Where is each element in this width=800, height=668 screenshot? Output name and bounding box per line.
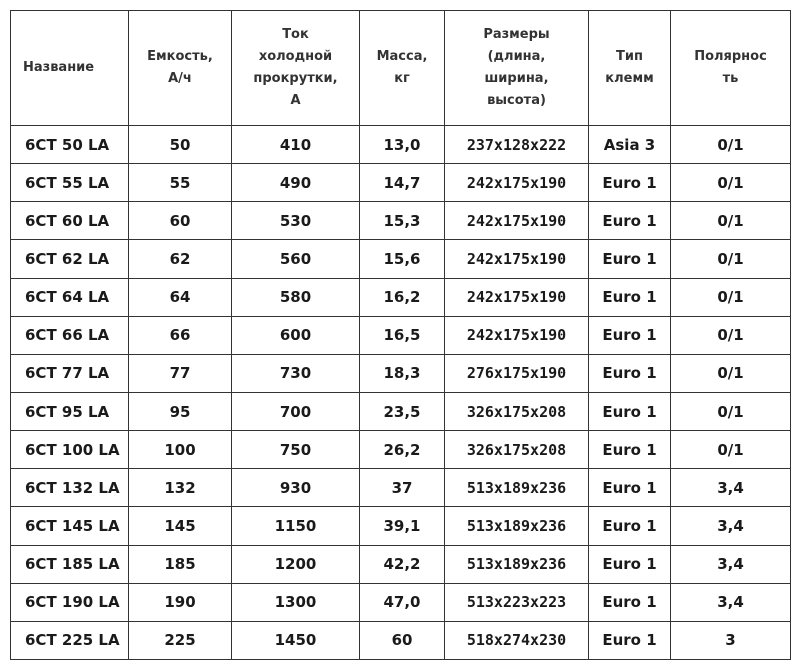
table-row xyxy=(11,621,791,659)
table-row xyxy=(11,469,791,507)
cell-terminal-type: Euro 1 xyxy=(589,469,671,507)
cell-dimensions: 513x223x223 xyxy=(445,583,589,621)
table-row xyxy=(11,240,791,278)
cell-terminal-type: Euro 1 xyxy=(589,278,671,316)
cell-polarity: 0/1 xyxy=(671,164,791,202)
cell-terminal-type: Euro 1 xyxy=(589,431,671,469)
header-mass xyxy=(360,11,445,126)
cell-capacity: 100 xyxy=(129,431,232,469)
cell-mass: 14,7 xyxy=(360,164,445,202)
cell-dimensions: 513x189x236 xyxy=(445,469,589,507)
table-row xyxy=(11,392,791,430)
cell-cold-cranking-current: 1150 xyxy=(232,507,360,545)
cell-name: 6СТ 132 LA xyxy=(11,469,129,507)
table-body xyxy=(11,126,791,660)
table-row xyxy=(11,278,791,316)
cell-capacity: 77 xyxy=(129,354,232,392)
table-row xyxy=(11,164,791,202)
cell-dimensions: 326x175x208 xyxy=(445,392,589,430)
cell-polarity: 0/1 xyxy=(671,278,791,316)
cell-name: 6СТ 225 LA xyxy=(11,621,129,659)
cell-mass: 15,3 xyxy=(360,202,445,240)
cell-terminal-type: Euro 1 xyxy=(589,240,671,278)
table-row xyxy=(11,202,791,240)
cell-terminal-type: Euro 1 xyxy=(589,545,671,583)
table-row xyxy=(11,507,791,545)
cell-polarity: 3,4 xyxy=(671,545,791,583)
cell-polarity: 0/1 xyxy=(671,392,791,430)
cell-dimensions: 242x175x190 xyxy=(445,164,589,202)
cell-capacity: 95 xyxy=(129,392,232,430)
cell-cold-cranking-current: 580 xyxy=(232,278,360,316)
cell-dimensions: 242x175x190 xyxy=(445,240,589,278)
header-line: Емкость, xyxy=(147,49,213,64)
cell-mass: 16,5 xyxy=(360,316,445,354)
cell-mass: 60 xyxy=(360,621,445,659)
cell-cold-cranking-current: 530 xyxy=(232,202,360,240)
table-row xyxy=(11,431,791,469)
table-row xyxy=(11,354,791,392)
cell-mass: 13,0 xyxy=(360,126,445,164)
cell-terminal-type: Euro 1 xyxy=(589,164,671,202)
header-line: А xyxy=(290,93,301,108)
header-line: (длина, xyxy=(487,49,546,64)
header-line: прокрутки, xyxy=(253,71,338,86)
cell-cold-cranking-current: 490 xyxy=(232,164,360,202)
header-line: кг xyxy=(394,71,410,86)
cell-capacity: 66 xyxy=(129,316,232,354)
cell-terminal-type: Euro 1 xyxy=(589,583,671,621)
cell-capacity: 64 xyxy=(129,278,232,316)
cell-name: 6СТ 95 LA xyxy=(11,392,129,430)
cell-terminal-type: Euro 1 xyxy=(589,621,671,659)
table-row xyxy=(11,126,791,164)
header-name xyxy=(11,11,129,126)
cell-polarity: 3,4 xyxy=(671,507,791,545)
cell-mass: 42,2 xyxy=(360,545,445,583)
cell-mass: 37 xyxy=(360,469,445,507)
header-capacity xyxy=(129,11,232,126)
cell-terminal-type: Asia 3 xyxy=(589,126,671,164)
cell-polarity: 0/1 xyxy=(671,316,791,354)
cell-cold-cranking-current: 730 xyxy=(232,354,360,392)
header-line: Название xyxy=(23,60,95,75)
cell-mass: 26,2 xyxy=(360,431,445,469)
cell-dimensions: 518x274x230 xyxy=(445,621,589,659)
cell-mass: 15,6 xyxy=(360,240,445,278)
header-terminal-type xyxy=(589,11,671,126)
cell-name: 6СТ 62 LA xyxy=(11,240,129,278)
cell-cold-cranking-current: 1450 xyxy=(232,621,360,659)
cell-name: 6СТ 77 LA xyxy=(11,354,129,392)
cell-dimensions: 242x175x190 xyxy=(445,316,589,354)
cell-polarity: 0/1 xyxy=(671,431,791,469)
header-line: Масса, xyxy=(376,49,428,64)
cell-cold-cranking-current: 1200 xyxy=(232,545,360,583)
cell-name: 6СТ 64 LA xyxy=(11,278,129,316)
cell-cold-cranking-current: 600 xyxy=(232,316,360,354)
cell-dimensions: 326x175x208 xyxy=(445,431,589,469)
cell-capacity: 55 xyxy=(129,164,232,202)
header-line: холодной xyxy=(258,49,333,64)
cell-name: 6СТ 190 LA xyxy=(11,583,129,621)
cell-capacity: 60 xyxy=(129,202,232,240)
cell-capacity: 62 xyxy=(129,240,232,278)
header-line: клемм xyxy=(605,71,654,86)
cell-cold-cranking-current: 560 xyxy=(232,240,360,278)
cell-name: 6СТ 185 LA xyxy=(11,545,129,583)
cell-mass: 39,1 xyxy=(360,507,445,545)
cell-name: 6СТ 66 LA xyxy=(11,316,129,354)
header-line: ширина, xyxy=(484,71,549,86)
cell-capacity: 50 xyxy=(129,126,232,164)
cell-polarity: 0/1 xyxy=(671,354,791,392)
cell-cold-cranking-current: 930 xyxy=(232,469,360,507)
cell-terminal-type: Euro 1 xyxy=(589,316,671,354)
cell-name: 6СТ 145 LA xyxy=(11,507,129,545)
cell-capacity: 145 xyxy=(129,507,232,545)
cell-cold-cranking-current: 410 xyxy=(232,126,360,164)
cell-name: 6СТ 60 LA xyxy=(11,202,129,240)
cell-dimensions: 242x175x190 xyxy=(445,202,589,240)
cell-mass: 23,5 xyxy=(360,392,445,430)
battery-spec-table xyxy=(10,10,791,660)
cell-capacity: 190 xyxy=(129,583,232,621)
header-line: ть xyxy=(722,71,739,86)
cell-terminal-type: Euro 1 xyxy=(589,392,671,430)
cell-polarity: 0/1 xyxy=(671,126,791,164)
cell-capacity: 185 xyxy=(129,545,232,583)
header-line: Ток xyxy=(282,27,309,42)
cell-terminal-type: Euro 1 xyxy=(589,202,671,240)
cell-capacity: 225 xyxy=(129,621,232,659)
header-line: Полярнос xyxy=(694,49,767,64)
header-line: А/ч xyxy=(168,71,192,86)
header-row xyxy=(11,11,791,126)
header-cold-cranking-current xyxy=(232,11,360,126)
cell-name: 6СТ 100 LA xyxy=(11,431,129,469)
cell-mass: 16,2 xyxy=(360,278,445,316)
header-line: Тип xyxy=(616,49,643,64)
header-line: Размеры xyxy=(483,27,550,42)
cell-cold-cranking-current: 750 xyxy=(232,431,360,469)
header-dimensions xyxy=(445,11,589,126)
cell-dimensions: 237x128x222 xyxy=(445,126,589,164)
header-polarity xyxy=(671,11,791,126)
table-row xyxy=(11,545,791,583)
cell-mass: 18,3 xyxy=(360,354,445,392)
header-line: высота) xyxy=(487,93,546,108)
cell-polarity: 3,4 xyxy=(671,469,791,507)
cell-terminal-type: Euro 1 xyxy=(589,354,671,392)
table-row xyxy=(11,583,791,621)
cell-cold-cranking-current: 1300 xyxy=(232,583,360,621)
cell-name: 6СТ 50 LA xyxy=(11,126,129,164)
cell-dimensions: 513x189x236 xyxy=(445,545,589,583)
cell-polarity: 0/1 xyxy=(671,202,791,240)
cell-polarity: 3,4 xyxy=(671,583,791,621)
cell-name: 6СТ 55 LA xyxy=(11,164,129,202)
cell-dimensions: 276x175x190 xyxy=(445,354,589,392)
cell-polarity: 0/1 xyxy=(671,240,791,278)
cell-mass: 47,0 xyxy=(360,583,445,621)
cell-capacity: 132 xyxy=(129,469,232,507)
cell-cold-cranking-current: 700 xyxy=(232,392,360,430)
cell-terminal-type: Euro 1 xyxy=(589,507,671,545)
cell-dimensions: 513x189x236 xyxy=(445,507,589,545)
cell-dimensions: 242x175x190 xyxy=(445,278,589,316)
cell-polarity: 3 xyxy=(671,621,791,659)
table-row xyxy=(11,316,791,354)
